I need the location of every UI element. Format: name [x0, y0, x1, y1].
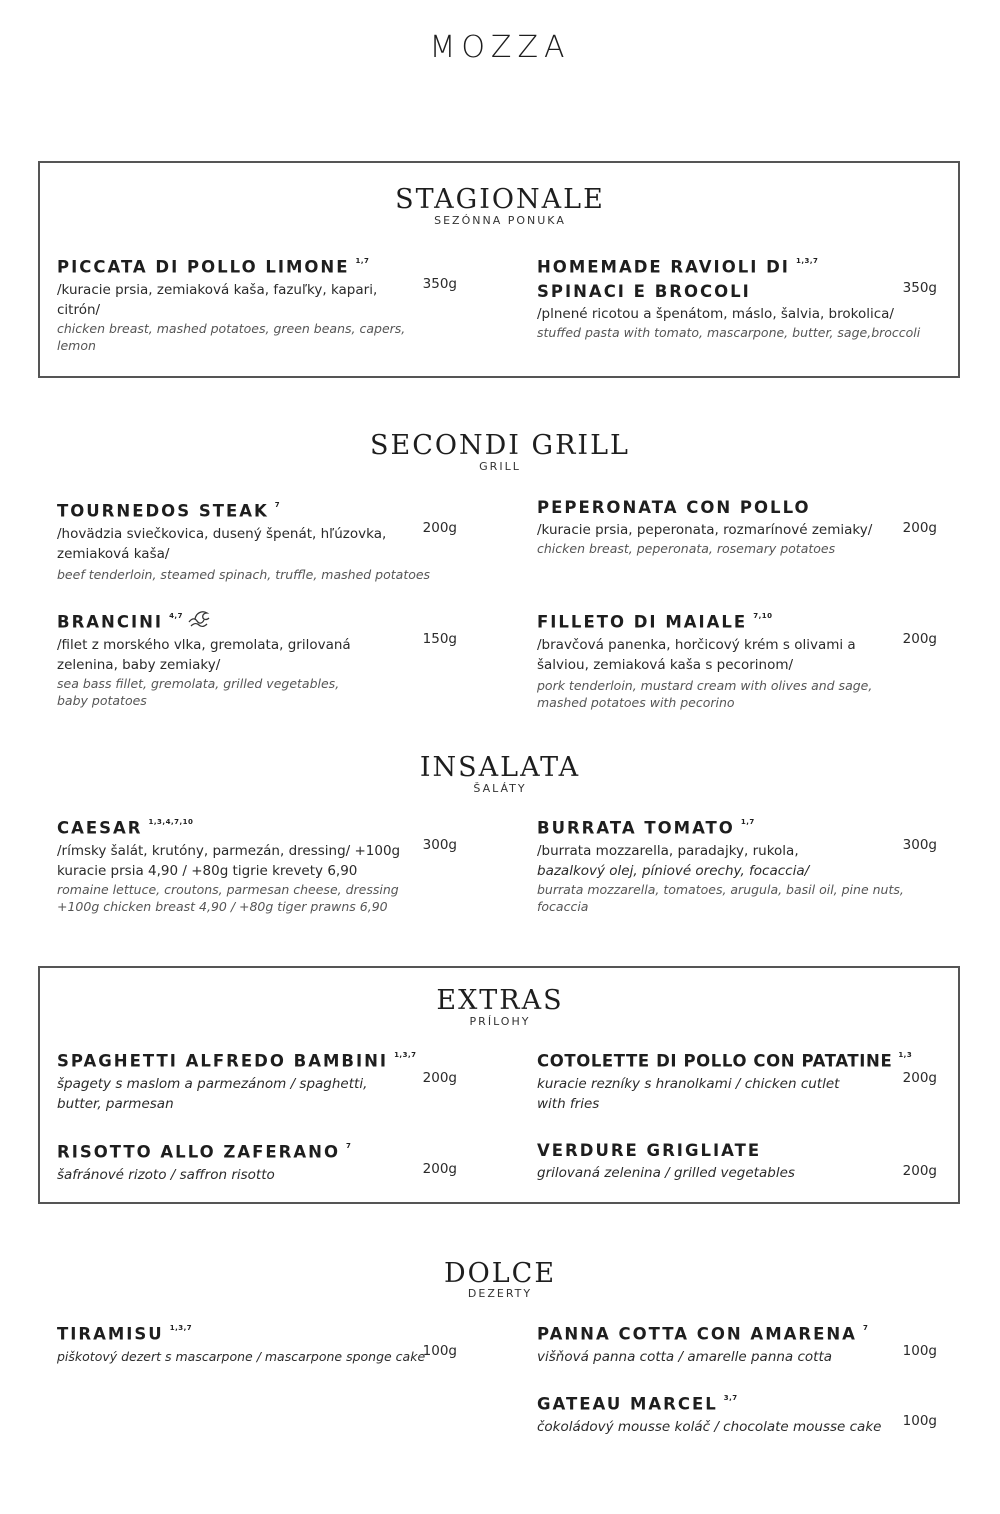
- menu-item-ravioli: [537, 252, 937, 341]
- item-description-en: romaine lettuce, croutons, parmesan cheese, dressing +100g chicken breast 4,90 / +80g tiger prawns 6,90: [57, 881, 399, 914]
- item-name: PICCATA DI POLLO LIMONE: [57, 257, 350, 277]
- item-description-en: beef tenderloin, steamed spinach, truffle, mashed potatoes: [57, 566, 431, 582]
- item-name: TIRAMISU: [57, 1324, 164, 1344]
- allergen-codes: 1,7: [355, 257, 370, 265]
- allergen-codes: 7: [274, 501, 281, 509]
- item-weight: 100g: [902, 1413, 937, 1429]
- item-description: višňová panna cotta / amarelle panna cotta: [537, 1348, 833, 1365]
- section-subtitle-secondi: GRILL: [479, 460, 521, 473]
- item-description: piškotový dezert s mascarpone / mascarpone sponge cake: [57, 1348, 426, 1364]
- menu-item-brancini: [57, 607, 457, 709]
- item-weight: 200g: [422, 520, 457, 536]
- item-description-sk: /rímsky šalát, krutóny, parmezán, dressing/ +100g kuracie prsia 4,90 / +80g tigrie krevety 6,90: [57, 842, 401, 879]
- item-description-sk-line1: /burrata mozzarella, paradajky, rukola,: [537, 842, 799, 859]
- item-description-sk: /bravčová panenka, horčicový krém s olivami a šalviou, zemiaková kaša s pecorinom/: [537, 636, 856, 673]
- allergen-codes: 1,3,4,7,10: [148, 818, 194, 826]
- item-name: SPAGHETTI ALFREDO BAMBINI: [57, 1051, 389, 1071]
- menu-item-peperonata: [537, 496, 937, 557]
- item-weight: 100g: [422, 1343, 457, 1359]
- item-name: BRANCINI: [57, 612, 164, 632]
- item-name: PANNA COTTA CON AMARENA: [537, 1324, 857, 1344]
- item-weight: 200g: [902, 520, 937, 536]
- item-weight: 200g: [902, 1070, 937, 1086]
- item-description-sk: /plnené ricotou a špenátom, máslo, šalvia, brokolica/: [537, 305, 894, 322]
- menu-item-caesar: [57, 813, 457, 915]
- item-weight: 100g: [902, 1343, 937, 1359]
- allergen-codes: 7: [345, 1142, 352, 1150]
- item-name: CAESAR: [57, 818, 143, 838]
- menu-item-tournedos: [57, 496, 457, 583]
- section-title-secondi: SECONDI GRILL: [370, 430, 630, 461]
- section-subtitle-stagionale: SEZÓNNA PONUKA: [434, 214, 566, 227]
- menu-item-filleto: [537, 607, 937, 711]
- item-weight: 300g: [902, 837, 937, 853]
- item-description: kuracie rezníky s hranolkami / chicken cutlet with fries: [537, 1075, 840, 1112]
- item-description-sk: /kuracie prsia, zemiaková kaša, fazuľky, kapari, citrón/: [57, 281, 378, 318]
- item-description: šafránové rizoto / saffron risotto: [57, 1166, 275, 1183]
- section-subtitle-extras: PRÍLOHY: [469, 1015, 531, 1028]
- item-description-en: chicken breast, mashed potatoes, green beans, capers, lemon: [57, 320, 406, 353]
- section-title-insalata: INSALATA: [419, 752, 581, 783]
- allergen-codes: 3,7: [723, 1394, 738, 1402]
- allergen-codes: 1,7: [740, 818, 755, 826]
- allergen-codes: 1,3,7: [795, 257, 819, 265]
- item-name: FILLETO DI MAIALE: [537, 612, 748, 632]
- item-description-sk-line2: bazalkový olej, píniové orechy, focaccia/: [537, 862, 810, 879]
- menu-item-cotolette: [537, 1046, 937, 1114]
- item-weight: 150g: [422, 631, 457, 647]
- item-description: špagety s maslom a parmezánom / spaghetti, butter, parmesan: [57, 1075, 368, 1112]
- allergen-codes: 1,3,7: [169, 1324, 193, 1332]
- section-title-extras: EXTRAS: [436, 985, 564, 1016]
- item-name: RISOTTO ALLO ZAFERANO: [57, 1142, 340, 1162]
- item-description: grilovaná zelenina / grilled vegetables: [537, 1165, 795, 1181]
- allergen-codes: 1,3: [898, 1051, 913, 1059]
- item-name: COTOLETTE DI POLLO CON PATATINE: [537, 1051, 893, 1071]
- item-name-line2: SPINACI E BROCOLI: [537, 281, 751, 301]
- item-weight: 350g: [422, 276, 457, 292]
- item-name: GATEAU MARCEL: [537, 1394, 718, 1414]
- menu-item-spaghetti: [57, 1046, 457, 1114]
- wave-icon: [187, 608, 211, 635]
- menu-item-verdure: [537, 1139, 937, 1183]
- menu-item-gateau: [537, 1389, 937, 1437]
- item-weight: 200g: [422, 1070, 457, 1086]
- allergen-codes: 1,3,7: [394, 1051, 417, 1059]
- item-weight: 200g: [422, 1161, 457, 1177]
- section-subtitle-insalata: ŠALÁTY: [473, 782, 527, 795]
- menu-item-piccata: [57, 252, 457, 354]
- menu-item-risotto: [57, 1137, 457, 1185]
- allergen-codes: 7,10: [753, 612, 773, 620]
- restaurant-brand: MOZZA: [429, 30, 571, 65]
- item-weight: 300g: [422, 837, 457, 853]
- menu-item-burrata: [537, 813, 937, 915]
- item-name: BURRATA TOMATO: [537, 818, 735, 838]
- menu-item-tiramisu: [57, 1319, 457, 1367]
- item-description-en: chicken breast, peperonata, rosemary potatoes: [537, 541, 836, 556]
- item-weight: 200g: [902, 1163, 937, 1179]
- section-title-stagionale: STAGIONALE: [395, 184, 605, 215]
- item-name: PEPERONATA CON POLLO: [537, 498, 811, 517]
- section-title-dolce: DOLCE: [443, 1258, 557, 1289]
- item-name: TOURNEDOS STEAK: [57, 501, 269, 521]
- item-name-line1: HOMEMADE RAVIOLI DI: [537, 257, 790, 277]
- item-weight: 350g: [902, 280, 937, 296]
- section-subtitle-dolce: DEZERTY: [467, 1287, 533, 1300]
- item-description-sk: /hovädzia sviečkovica, dusený špenát, hľúzovka, zemiaková kaša/: [57, 525, 387, 562]
- item-description: čokoládový mousse koláč / chocolate mousse cake: [537, 1418, 882, 1435]
- item-description-sk: /kuracie prsia, peperonata, rozmarínové zemiaky/: [537, 522, 873, 538]
- menu-item-pannacotta: [537, 1319, 937, 1367]
- allergen-codes: 7: [862, 1324, 869, 1332]
- item-name: VERDURE GRIGLIATE: [537, 1141, 762, 1160]
- item-description-en: stuffed pasta with tomato, mascarpone, butter, sage,broccoli: [537, 324, 921, 340]
- item-description-en: pork tenderloin, mustard cream with olives and sage, mashed potatoes with pecorino: [537, 677, 873, 710]
- item-description-en: burrata mozzarella, tomatoes, arugula, basil oil, pine nuts, focaccia: [537, 881, 904, 914]
- item-description-sk: /filet z morského vlka, gremolata, grilovaná zelenina, baby zemiaky/: [57, 636, 351, 673]
- allergen-codes: 4,7: [169, 612, 183, 620]
- item-description-en: sea bass fillet, gremolata, grilled vegetables, baby potatoes: [57, 675, 340, 708]
- item-weight: 200g: [902, 631, 937, 647]
